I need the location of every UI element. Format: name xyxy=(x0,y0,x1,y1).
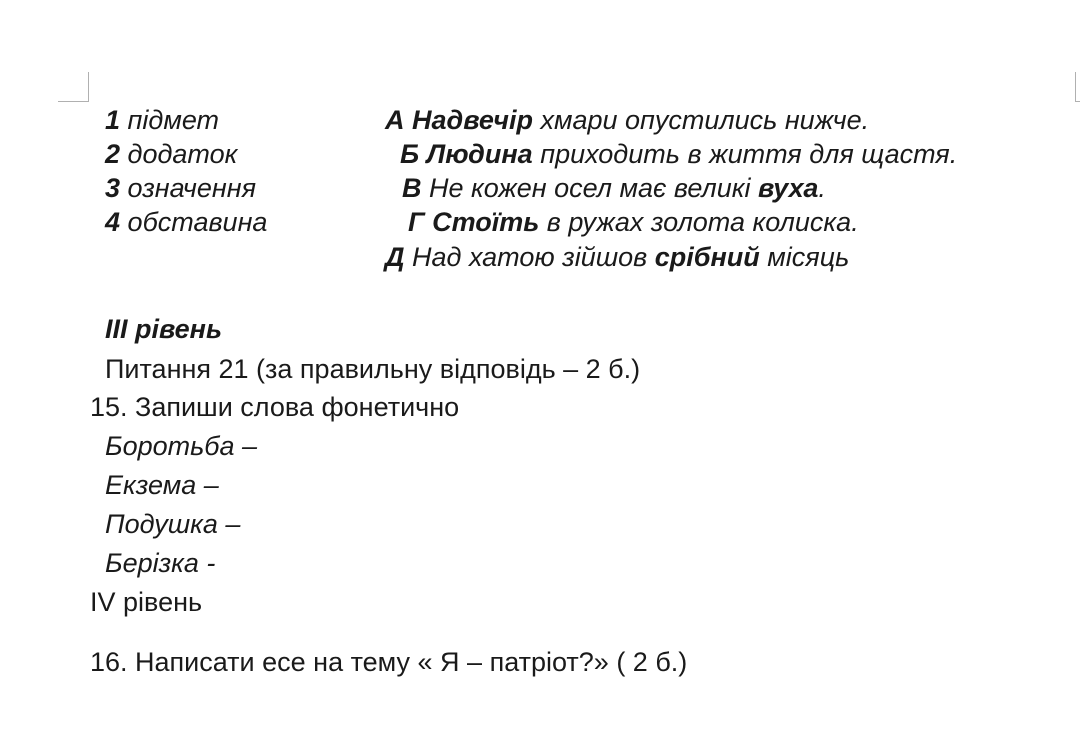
level3-question: Питання 21 (за правильну відповідь – 2 б.) xyxy=(105,354,641,384)
left-list-item: 3 означення xyxy=(105,173,257,203)
left-list-item: 1 підмет xyxy=(105,105,220,135)
right-list-item: Б Людина приходить в життя для щастя. xyxy=(400,139,958,169)
right-list-item: Д Над хатою зійшов срібний місяць xyxy=(385,242,850,272)
margin-mark-right-vertical xyxy=(1075,72,1076,102)
word-item: Подушка – xyxy=(105,509,241,539)
right-list-item: А Надвечір хмари опустились нижче. xyxy=(385,105,870,135)
right-list-item: Г Стоїть в ружах золота колиска. xyxy=(408,207,859,237)
margin-mark-right-horizontal xyxy=(1075,101,1080,102)
word-item: Боротьба – xyxy=(105,431,258,461)
level3-task: 15. Запиши слова фонетично xyxy=(90,392,460,422)
word-item: Берізка - xyxy=(105,548,216,578)
word-item: Екзема – xyxy=(105,470,219,500)
level3-title: ІІІ рівень xyxy=(105,314,222,344)
level4-task: 16. Написати есе на тему « Я – патріот?» ( 2 б.) xyxy=(90,647,688,677)
level4-title: ІV рівень xyxy=(90,587,203,617)
margin-mark-left-vertical xyxy=(88,72,89,102)
left-list-item: 2 додаток xyxy=(105,139,238,169)
left-list-item: 4 обставина xyxy=(105,207,268,237)
margin-mark-left-horizontal xyxy=(58,101,89,102)
right-list-item: В Не кожен осел має великі вуха. xyxy=(402,173,826,203)
